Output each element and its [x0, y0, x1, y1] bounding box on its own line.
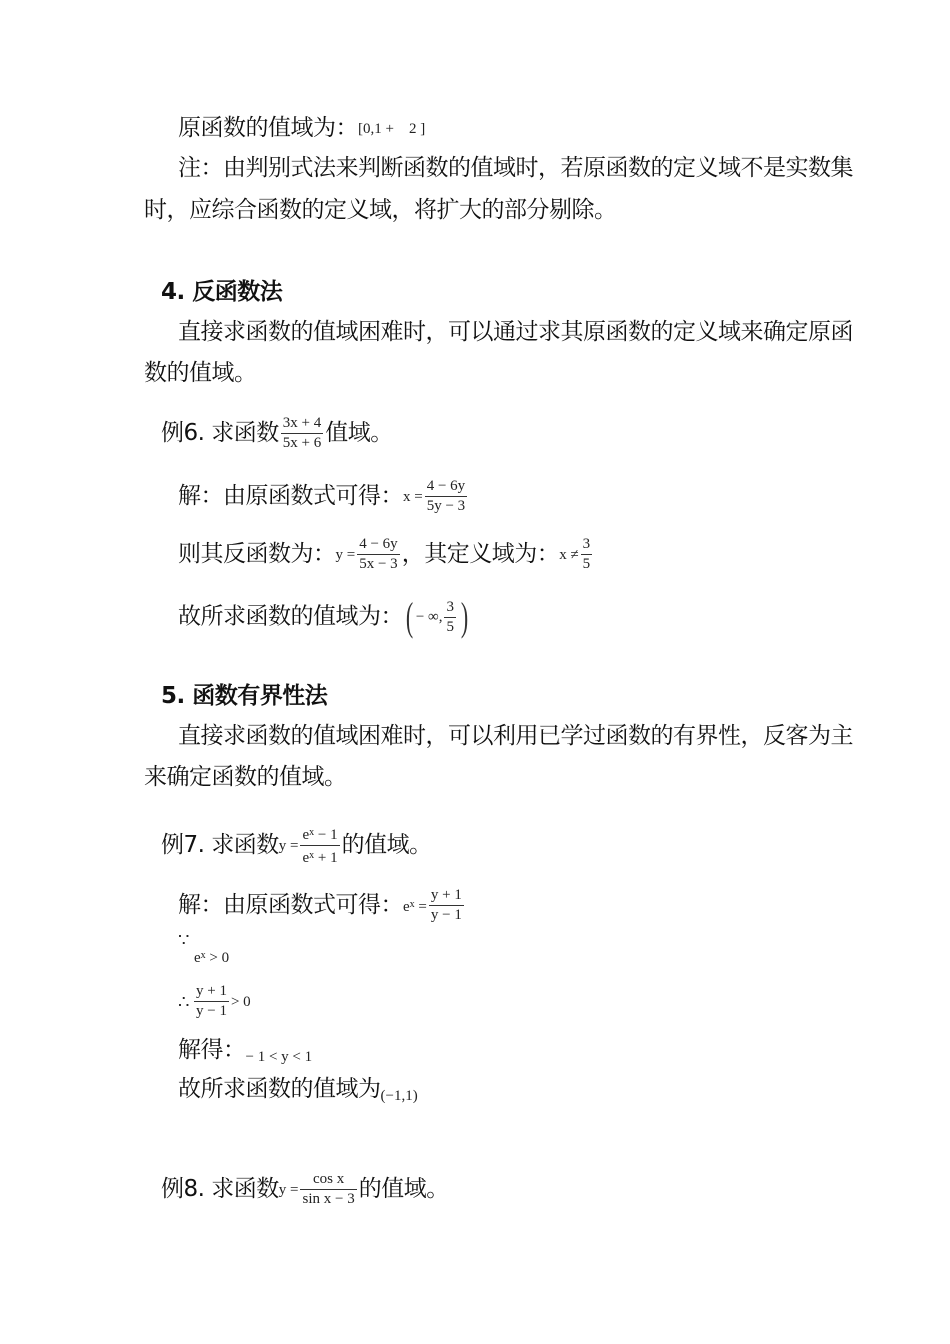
- example-8-lhs: y =: [278, 1181, 299, 1198]
- example-7-question: [161, 823, 432, 868]
- example-7-lhs: y =: [278, 837, 299, 854]
- fraction-denominator: 5: [582, 556, 591, 572]
- range-result-label: 原函数的值域为：: [178, 115, 358, 141]
- fraction-denominator: 5: [446, 618, 454, 635]
- fraction-numerator: 4 − 6y: [359, 536, 398, 552]
- fraction-numerator: [300, 823, 339, 845]
- range-fraction: [444, 598, 456, 637]
- solution-lhs: x =: [403, 488, 423, 505]
- fraction-numerator: y + 1: [430, 887, 462, 903]
- fraction-denominator: 5x + 6: [282, 435, 322, 451]
- left-paren: (: [405, 594, 413, 639]
- solution-fraction: [425, 477, 467, 516]
- solution-label: 解：由原函数式可得：: [178, 483, 403, 509]
- right-paren: ): [460, 594, 468, 639]
- example-7-fraction: [300, 823, 339, 868]
- because-symbol: ∵: [178, 930, 190, 950]
- fraction-denominator: y − 1: [430, 907, 462, 923]
- fraction-numerator: 3x + 4: [282, 415, 322, 431]
- example-7-range: [178, 1074, 418, 1105]
- example-6-suffix: 值域。: [325, 420, 393, 446]
- fraction-denominator: y − 1: [196, 1003, 227, 1019]
- domain-label: ，其定义域为：: [401, 541, 560, 567]
- therefore-symbol: ∴: [178, 992, 190, 1012]
- range-result-formula: [0,1 + 2 ]: [358, 120, 426, 137]
- fraction-numerator: y + 1: [196, 983, 227, 999]
- example-8-suffix: 的值域。: [358, 1176, 449, 1202]
- therefore-expression: [192, 982, 251, 1021]
- example-8-prefix: 例8. 求函数: [161, 1176, 279, 1202]
- inverse-fraction: [357, 535, 399, 574]
- solution-fraction: [429, 886, 464, 925]
- exp-base: e: [302, 850, 310, 866]
- because-expression: [194, 940, 229, 973]
- section-4-heading: 4. 反函数法: [161, 279, 283, 305]
- exp-rest: + 1: [314, 850, 338, 866]
- range-label: 故所求函数的值域为: [178, 1076, 381, 1102]
- range-result-line: [178, 113, 425, 144]
- example-7-solution: [178, 886, 466, 925]
- domain-lhs: x ≠: [559, 546, 579, 563]
- fraction-numerator: cos x: [312, 1171, 345, 1187]
- section-4-line-2: 数的值域。: [144, 360, 257, 386]
- fraction-numerator: 3: [582, 536, 591, 552]
- solve-formula: − 1 < y < 1: [245, 1048, 313, 1065]
- exp-base: e: [302, 827, 310, 843]
- equals-sign: =: [414, 898, 427, 915]
- example-6-inverse: [178, 535, 594, 574]
- therefore-rest: > 0: [230, 993, 251, 1010]
- exp-power: x: [309, 850, 315, 861]
- inverse-lhs: y =: [335, 546, 356, 563]
- because-power: x: [200, 950, 206, 961]
- section-5-line-2: 来确定函数的值域。: [144, 764, 347, 790]
- exp-power: x: [409, 898, 415, 910]
- range-inner: − ∞,: [415, 609, 443, 625]
- exp-rest: − 1: [314, 827, 338, 843]
- fraction-denominator: [300, 845, 339, 868]
- section-5-line-1: 直接求函数的值域困难时，可以利用已学过函数的有界性，反客为主: [178, 723, 853, 749]
- fraction-denominator: 5x − 3: [359, 556, 398, 572]
- fraction-denominator: 5y − 3: [426, 498, 466, 514]
- exp-base: e: [403, 898, 410, 915]
- example-6-range: [178, 594, 471, 639]
- note-line-1: 注：由判别式法来判断函数的值域时，若原函数的定义域不是实数集: [178, 155, 853, 181]
- example-6-solution: [178, 477, 469, 516]
- exp-power: x: [309, 827, 315, 838]
- example-7-suffix: 的值域。: [341, 832, 432, 858]
- range-formula: (−1,1): [380, 1087, 418, 1104]
- domain-fraction: [581, 535, 593, 574]
- solution-lhs: [403, 890, 427, 922]
- therefore-fraction: [194, 982, 229, 1021]
- because-base: e: [194, 950, 201, 966]
- fraction-numerator: 4 − 6y: [426, 478, 466, 494]
- fraction-denominator: sin x − 3: [302, 1191, 355, 1207]
- example-7-prefix: 例7. 求函数: [161, 832, 279, 858]
- example-6-question: [161, 414, 393, 453]
- example-8-question: [161, 1170, 449, 1209]
- note-line-2: 时，应综合函数的定义域，将扩大的部分剔除。: [144, 197, 617, 223]
- example-6-prefix: 例6. 求函数: [161, 420, 279, 446]
- solution-label: 解：由原函数式可得：: [178, 892, 403, 918]
- range-label: 故所求函数的值域为：: [178, 603, 403, 630]
- inverse-label: 则其反函数为：: [178, 541, 336, 567]
- because-rest: > 0: [205, 950, 230, 966]
- solve-line: [178, 1035, 312, 1066]
- section-5-heading: 5. 函数有界性法: [161, 683, 328, 709]
- solve-label: 解得：: [178, 1037, 246, 1063]
- fraction-numerator: 3: [446, 598, 454, 615]
- example-8-fraction: [300, 1170, 356, 1209]
- example-6-fraction: [281, 414, 323, 453]
- section-4-line-1: 直接求函数的值域困难时，可以通过求其原函数的定义域来确定原函: [178, 319, 853, 345]
